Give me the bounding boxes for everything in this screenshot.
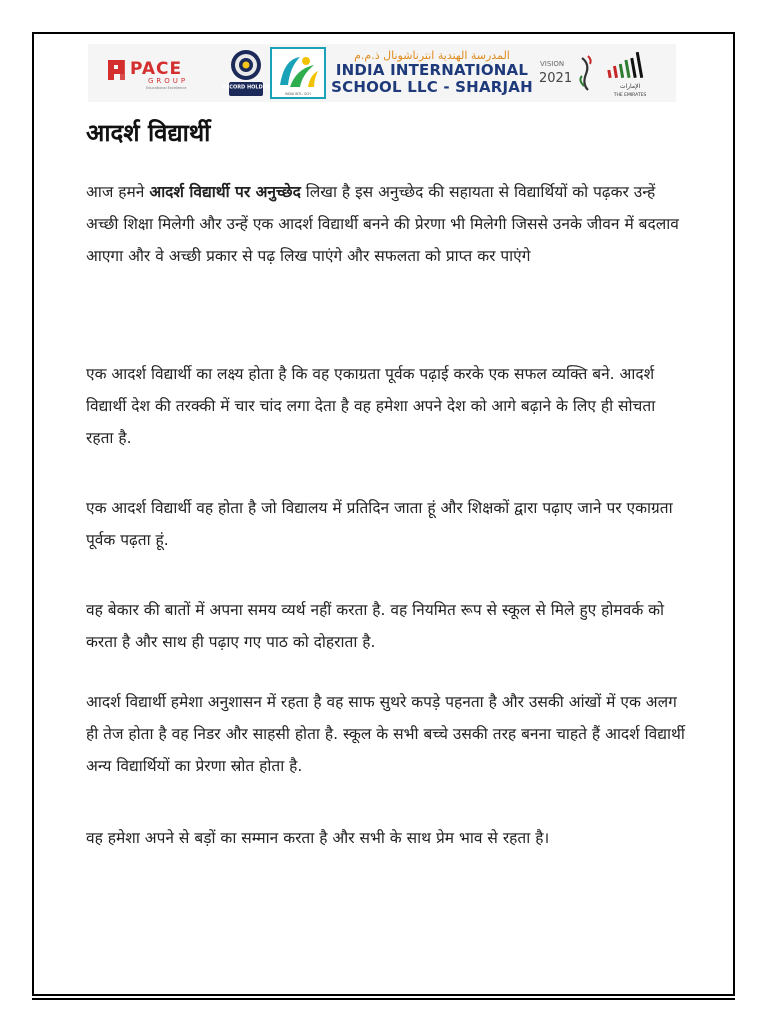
pace-group-logo — [106, 54, 224, 90]
school-name-line1: INDIA INTERNATIONAL — [335, 61, 529, 79]
paragraph-2: एक आदर्श विद्यार्थी वह होता है जो विद्यालय में प्रतिदिन जाता हूं और शिक्षकों द्वारा पढ़ाए जाने पर एकाग्रता पूर्वक पढ़ता हूं. — [86, 499, 673, 549]
vision-2021-logo — [538, 50, 598, 96]
paragraph-3: वह बेकार की बातों में अपना समय व्यर्थ नहीं करता है. वह नियमित रूप से स्कूल से मिले हुए होमवर्क को करता है और साथ ही पढ़ाए गए पाठ को दोहराता है. — [86, 601, 665, 651]
vision-label: VISION — [540, 60, 565, 68]
pace-logo-text: PACE — [130, 59, 183, 79]
intro-prefix: आज हमने — [86, 183, 150, 201]
school-name-line2: SCHOOL LLC - SHARJAH — [331, 78, 533, 96]
emblem-caption: INDIA INTL. SCH — [285, 92, 311, 96]
school-name-arabic: المدرسة الهندية انترناشونال ذ.م.م — [354, 49, 510, 62]
record-badge-text: RECORD HOLDER — [222, 84, 270, 91]
intro-suffix: लिखा है इस अनुच्छेद की सहायता से विद्यार्थियों को पढ़कर उन्हें अच्छी शिक्षा मिलेगी और उन्हें एक आदर्श विद्यार्थी बनने की प्रेरणा भी मिलेगी जिससे उनके जीवन में बदलाव आएगा और वे अच्छी प्रकार से पढ़ लिख पाएंगे और सफलता को प्राप्त कर पाएंगे — [86, 183, 679, 265]
paragraph-4: आदर्श विद्यार्थी हमेशा अनुशासन में रहता है वह साफ सुथरे कपड़े पहनता है और उसकी आंखों में एक अलग ही तेज होता है वह निडर और साहसी होता है. स्कूल के सभी बच्चे उसकी तरह बनना चाहते हैं आदर्श विद्यार्थी अन्य विद्यार्थियों का प्रेरणा स्रोत होता है. — [86, 693, 685, 775]
pace-group-text: GROUP — [148, 77, 189, 85]
the-emirates-logo — [600, 48, 662, 100]
emirates-arabic: الإمارات — [619, 83, 641, 90]
vision-year: 2021 — [539, 71, 573, 86]
record-holder-badge — [222, 48, 270, 98]
pace-tagline: Educational Excellence — [146, 86, 187, 90]
paragraph-5: वह हमेशा अपने से बड़ों का सम्मान करता है और सभी के साथ प्रेम भाव से रहता है। — [86, 829, 550, 847]
intro-paragraph — [86, 176, 686, 272]
school-emblem-icon — [270, 47, 326, 99]
school-name-block — [330, 50, 534, 100]
emirates-en: THE EMIRATES — [613, 93, 647, 98]
document-title: आदर्श विद्यार्थी — [86, 119, 211, 147]
paragraph-1: एक आदर्श विद्यार्थी का लक्ष्य होता है कि वह एकाग्रता पूर्वक पढ़ाई करके एक सफल व्यक्ति बने. आदर्श विद्यार्थी देश की तरक्की में चार चांद लगा देता है वह हमेशा अपने देश को आगे बढ़ाने के लिए ही सोचता रहता है. — [86, 365, 656, 447]
intro-bold-phrase: आदर्श विद्यार्थी पर अनुच्छेद — [149, 183, 301, 201]
